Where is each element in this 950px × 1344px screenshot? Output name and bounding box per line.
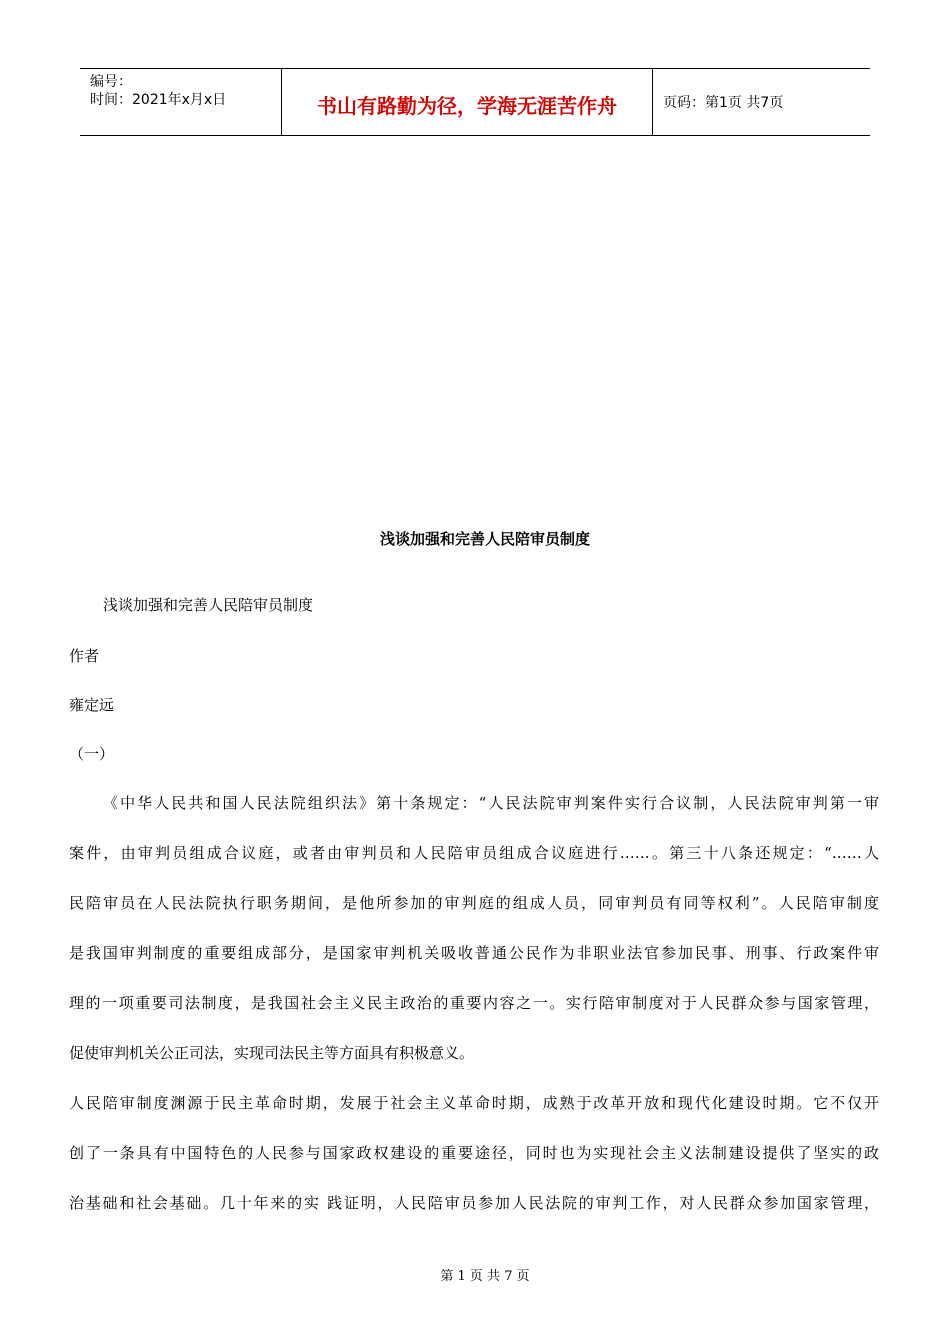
author-label: 作者 <box>69 647 100 665</box>
paragraph-line: 是我国审判制度的重要组成部分，是国家审判机关吸收普通公民作为非职业法官参加民事、刑事、行政案件审 <box>69 944 879 962</box>
paragraph-1 <box>69 778 879 1078</box>
paragraph-line: 创了一条具有中国特色的人民参与国家政权建设的重要途径，同时也为实现社会主义法制建设提供了坚实的政 <box>69 1144 879 1162</box>
header-motto: 书山有路勤为径，学海无涯苦作舟 <box>282 69 653 135</box>
paragraph-line: 《中华人民共和国人民法院组织法》第十条规定：“人民法院审判案件实行合议制，人民法院审判第一审 <box>103 794 879 812</box>
header-left-cell <box>80 69 282 135</box>
paragraph-line: 民陪审员在人民法院执行职务期间，是他所参加的审判庭的组成人员，同审判员有同等权利”。人民陪审制度 <box>69 894 879 912</box>
author-name: 雍定远 <box>69 696 115 714</box>
document-subtitle: 浅谈加强和完善人民陪审员制度 <box>103 596 314 614</box>
document-date-label: 时间：2021年x月x日 <box>90 92 227 108</box>
section-heading: （一） <box>69 745 115 763</box>
paragraph-line: 人民陪审制度渊源于民主革命时期，发展于社会主义革命时期，成熟于改革开放和现代化建设时期。它不仅开 <box>69 1094 879 1112</box>
paragraph-line: 案件，由审判员组成合议庭，或者由审判员和人民陪审员组成合议庭进行……。第三十八条还规定：“……人 <box>69 844 879 862</box>
document-number-label: 编号： <box>90 74 132 90</box>
page-footer: 第 1 页 共 7 页 <box>440 1269 530 1284</box>
document-title: 浅谈加强和完善人民陪审员制度 <box>379 530 590 548</box>
paragraph-line: 促使审判机关公正司法，实现司法民主等方面具有积极意义。 <box>69 1044 475 1062</box>
paragraph-line: 治基础和社会基础。几十年来的实 践证明，人民陪审员参加人民法院的审判工作，对人民群众参加国家管理， <box>69 1194 879 1212</box>
header-table <box>80 68 870 136</box>
paragraph-line: 理的一项重要司法制度，是我国社会主义民主政治的重要内容之一。实行陪审制度对于人民群众参与国家管理， <box>69 994 879 1012</box>
paragraph-2 <box>69 1078 879 1228</box>
header-page-info: 页码：第1页 共7页 <box>663 95 784 111</box>
